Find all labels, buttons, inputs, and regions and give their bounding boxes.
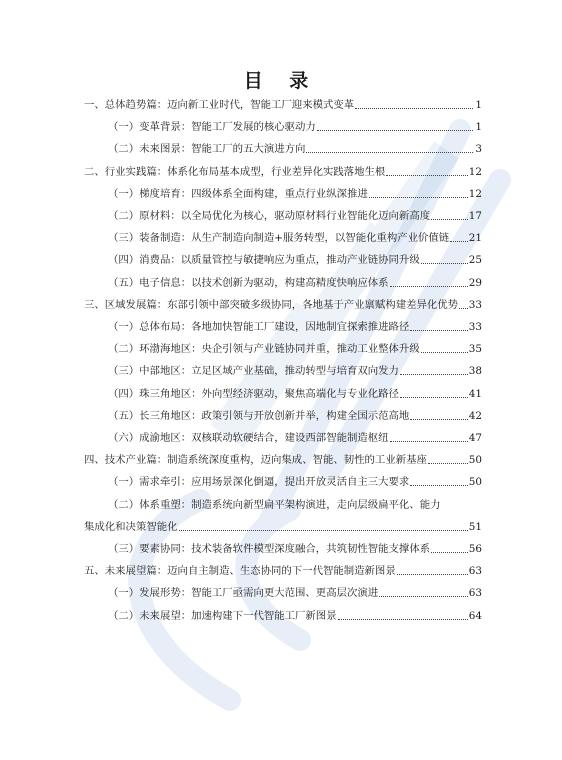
toc-entry-page: 21: [468, 232, 482, 245]
toc-entry-page: 47: [468, 432, 482, 444]
dot-leader: [369, 188, 468, 198]
dot-leader: [338, 610, 468, 620]
toc-entry-label: （三）中部地区：立足区域产业基础，推动转型与培育双向发力: [108, 365, 399, 378]
toc-entry-label: （四）珠三角地区：外向型经济驱动，聚焦高端化与专业化路径: [108, 387, 399, 400]
toc-entry-label: （五）长三角地区：政策引领与开放创新并举，构建全国示范高地: [108, 409, 410, 422]
dot-leader: [428, 454, 468, 464]
toc-entry[interactable]: [84, 564, 482, 578]
toc-entry-page: 33: [468, 321, 482, 333]
toc-entry-label: （二）体系重塑：制造系统向新型扁平架构演进，走向层级扁平化、能力: [108, 498, 441, 511]
dot-leader: [431, 543, 468, 553]
dot-leader: [459, 299, 468, 309]
dot-leader: [410, 410, 467, 420]
toc-entry[interactable]: [108, 475, 482, 489]
toc-entry[interactable]: [108, 276, 482, 290]
toc-entry[interactable]: [84, 165, 482, 179]
toc-entry-label: （二）原材料：以全局优化为核心，驱动原材料行业智能化迈向新高度: [108, 210, 431, 222]
toc-entry-label: 集成化和决策智能化: [84, 520, 178, 533]
toc-entry-page: 35: [468, 343, 482, 356]
dot-leader: [306, 143, 473, 153]
toc-entry-page: 42: [468, 409, 482, 422]
toc-entry[interactable]: [108, 586, 482, 600]
toc-entry[interactable]: [84, 98, 482, 112]
toc-entry[interactable]: [108, 409, 482, 423]
toc-entry-page: 63: [468, 587, 482, 600]
toc-entry[interactable]: [108, 320, 482, 334]
toc-entry-label: （二）未来图景：智能工厂的五大演进方向: [108, 143, 306, 156]
dot-leader: [386, 166, 467, 176]
toc-entry[interactable]: [108, 498, 482, 512]
dot-leader: [400, 388, 468, 398]
toc-entry-label: （五）电子信息：以技术创新为驱动，构建高精度快响应体系: [108, 276, 389, 289]
toc-entry-page: 1: [475, 99, 482, 111]
dot-leader: [421, 343, 468, 353]
toc-entry[interactable]: [108, 142, 482, 156]
toc-entry[interactable]: [108, 431, 482, 445]
toc-entry[interactable]: [84, 453, 482, 467]
toc-entry[interactable]: [108, 231, 482, 245]
toc-entry[interactable]: [84, 520, 482, 534]
toc-entry-page: 50: [468, 476, 482, 489]
toc-entry-page: 25: [468, 254, 482, 267]
toc-entry-label: （一）梯度培育：四级体系全面构建，重点行业纵深推进: [108, 187, 368, 200]
toc-entry-page: 1: [475, 121, 482, 134]
toc-entry-label: （一）变革背景：智能工厂发展的核心驱动力: [108, 121, 316, 134]
dot-leader: [355, 99, 473, 109]
toc-entry-label: （六）成渝地区：双核联动软硬结合，建设西部智能制造枢纽: [108, 432, 389, 444]
toc-entry-page: 17: [468, 210, 482, 222]
toc-entry-page: 33: [468, 298, 482, 311]
dot-leader: [390, 277, 468, 287]
toc-entry-label: （四）消费品：以质量管控与敏捷响应为重点，推动产业链协同升级: [108, 254, 420, 267]
dot-leader: [421, 254, 468, 264]
toc-entry[interactable]: [108, 120, 482, 134]
toc-entry[interactable]: [108, 342, 482, 356]
toc-entry-label: （二）环渤海地区：央企引领与产业链协同并重，推动工业整体升级: [108, 343, 420, 356]
toc-entry-label: 四、技术产业篇：制造系统深度重构，迈向集成、智能、韧性的工业新基座: [84, 454, 427, 467]
toc-entry[interactable]: [108, 253, 482, 267]
toc-entry-page: 41: [468, 387, 482, 400]
page-title: 目 录: [243, 70, 319, 92]
dot-leader: [410, 476, 467, 486]
toc-entry-page: 63: [468, 565, 482, 578]
dot-leader: [317, 121, 473, 131]
toc-entry[interactable]: [108, 364, 482, 378]
dot-leader: [390, 432, 468, 442]
dot-leader: [400, 365, 468, 375]
toc-entry-page: 50: [468, 454, 482, 467]
toc-entry-page: 38: [468, 365, 482, 378]
dot-leader: [397, 565, 468, 575]
toc-entry-label: （一）发展形势：智能工厂亟需向更大范围、更高层次演进: [108, 587, 379, 600]
toc-entry-label: 二、行业实践篇：体系化布局基本成型，行业差异化实践落地生根: [84, 165, 386, 178]
toc-entry-page: 29: [468, 276, 482, 289]
toc-entry[interactable]: [84, 298, 482, 312]
toc-entry[interactable]: [108, 542, 482, 556]
toc-entry-label: （一）需求牵引：应用场景深化倒逼，提出开放灵活自主三大要求: [108, 476, 410, 489]
dot-leader: [179, 521, 468, 531]
toc-entry-label: 三、区域发展篇：东部引领中部突破多级协同，各地基于产业禀赋构建差异化优势: [84, 298, 459, 311]
toc-entry[interactable]: [108, 387, 482, 401]
toc-entry-label: 一、总体趋势篇：迈向新工业时代，智能工厂迎来模式变革: [84, 99, 355, 111]
toc-entry-label: （三）装备制造：从生产制造向制造+服务转型，以智能化重构产业价值链: [108, 232, 450, 245]
toc-entry[interactable]: [108, 609, 482, 623]
toc-entry-page: 12: [468, 187, 482, 200]
dot-leader: [410, 321, 467, 331]
dot-leader: [431, 210, 468, 220]
dot-leader: [379, 587, 468, 597]
toc-entry-page: 56: [468, 543, 482, 555]
toc-entry-label: （三）要素协同：技术装备软件模型深度融合，共筑韧性智能支撑体系: [108, 543, 431, 555]
toc-entry-label: 五、未来展望篇：迈向自主制造、生态协同的下一代智能制造新图景: [84, 565, 396, 578]
toc-entry[interactable]: [108, 187, 482, 201]
toc-entry-label: （二）未来展望：加速构建下一代智能工厂新图景: [108, 609, 337, 622]
toc-entry-page: 51: [468, 520, 482, 533]
dot-leader: [450, 232, 468, 242]
toc-entry-label: （一）总体布局：各地加快智能工厂建设，因地制宜探索推进路径: [108, 321, 410, 333]
toc-entry[interactable]: [108, 209, 482, 223]
toc-entry-page: 3: [475, 143, 482, 156]
toc-entry-page: 64: [468, 609, 482, 622]
toc-entry-page: 12: [468, 165, 482, 178]
